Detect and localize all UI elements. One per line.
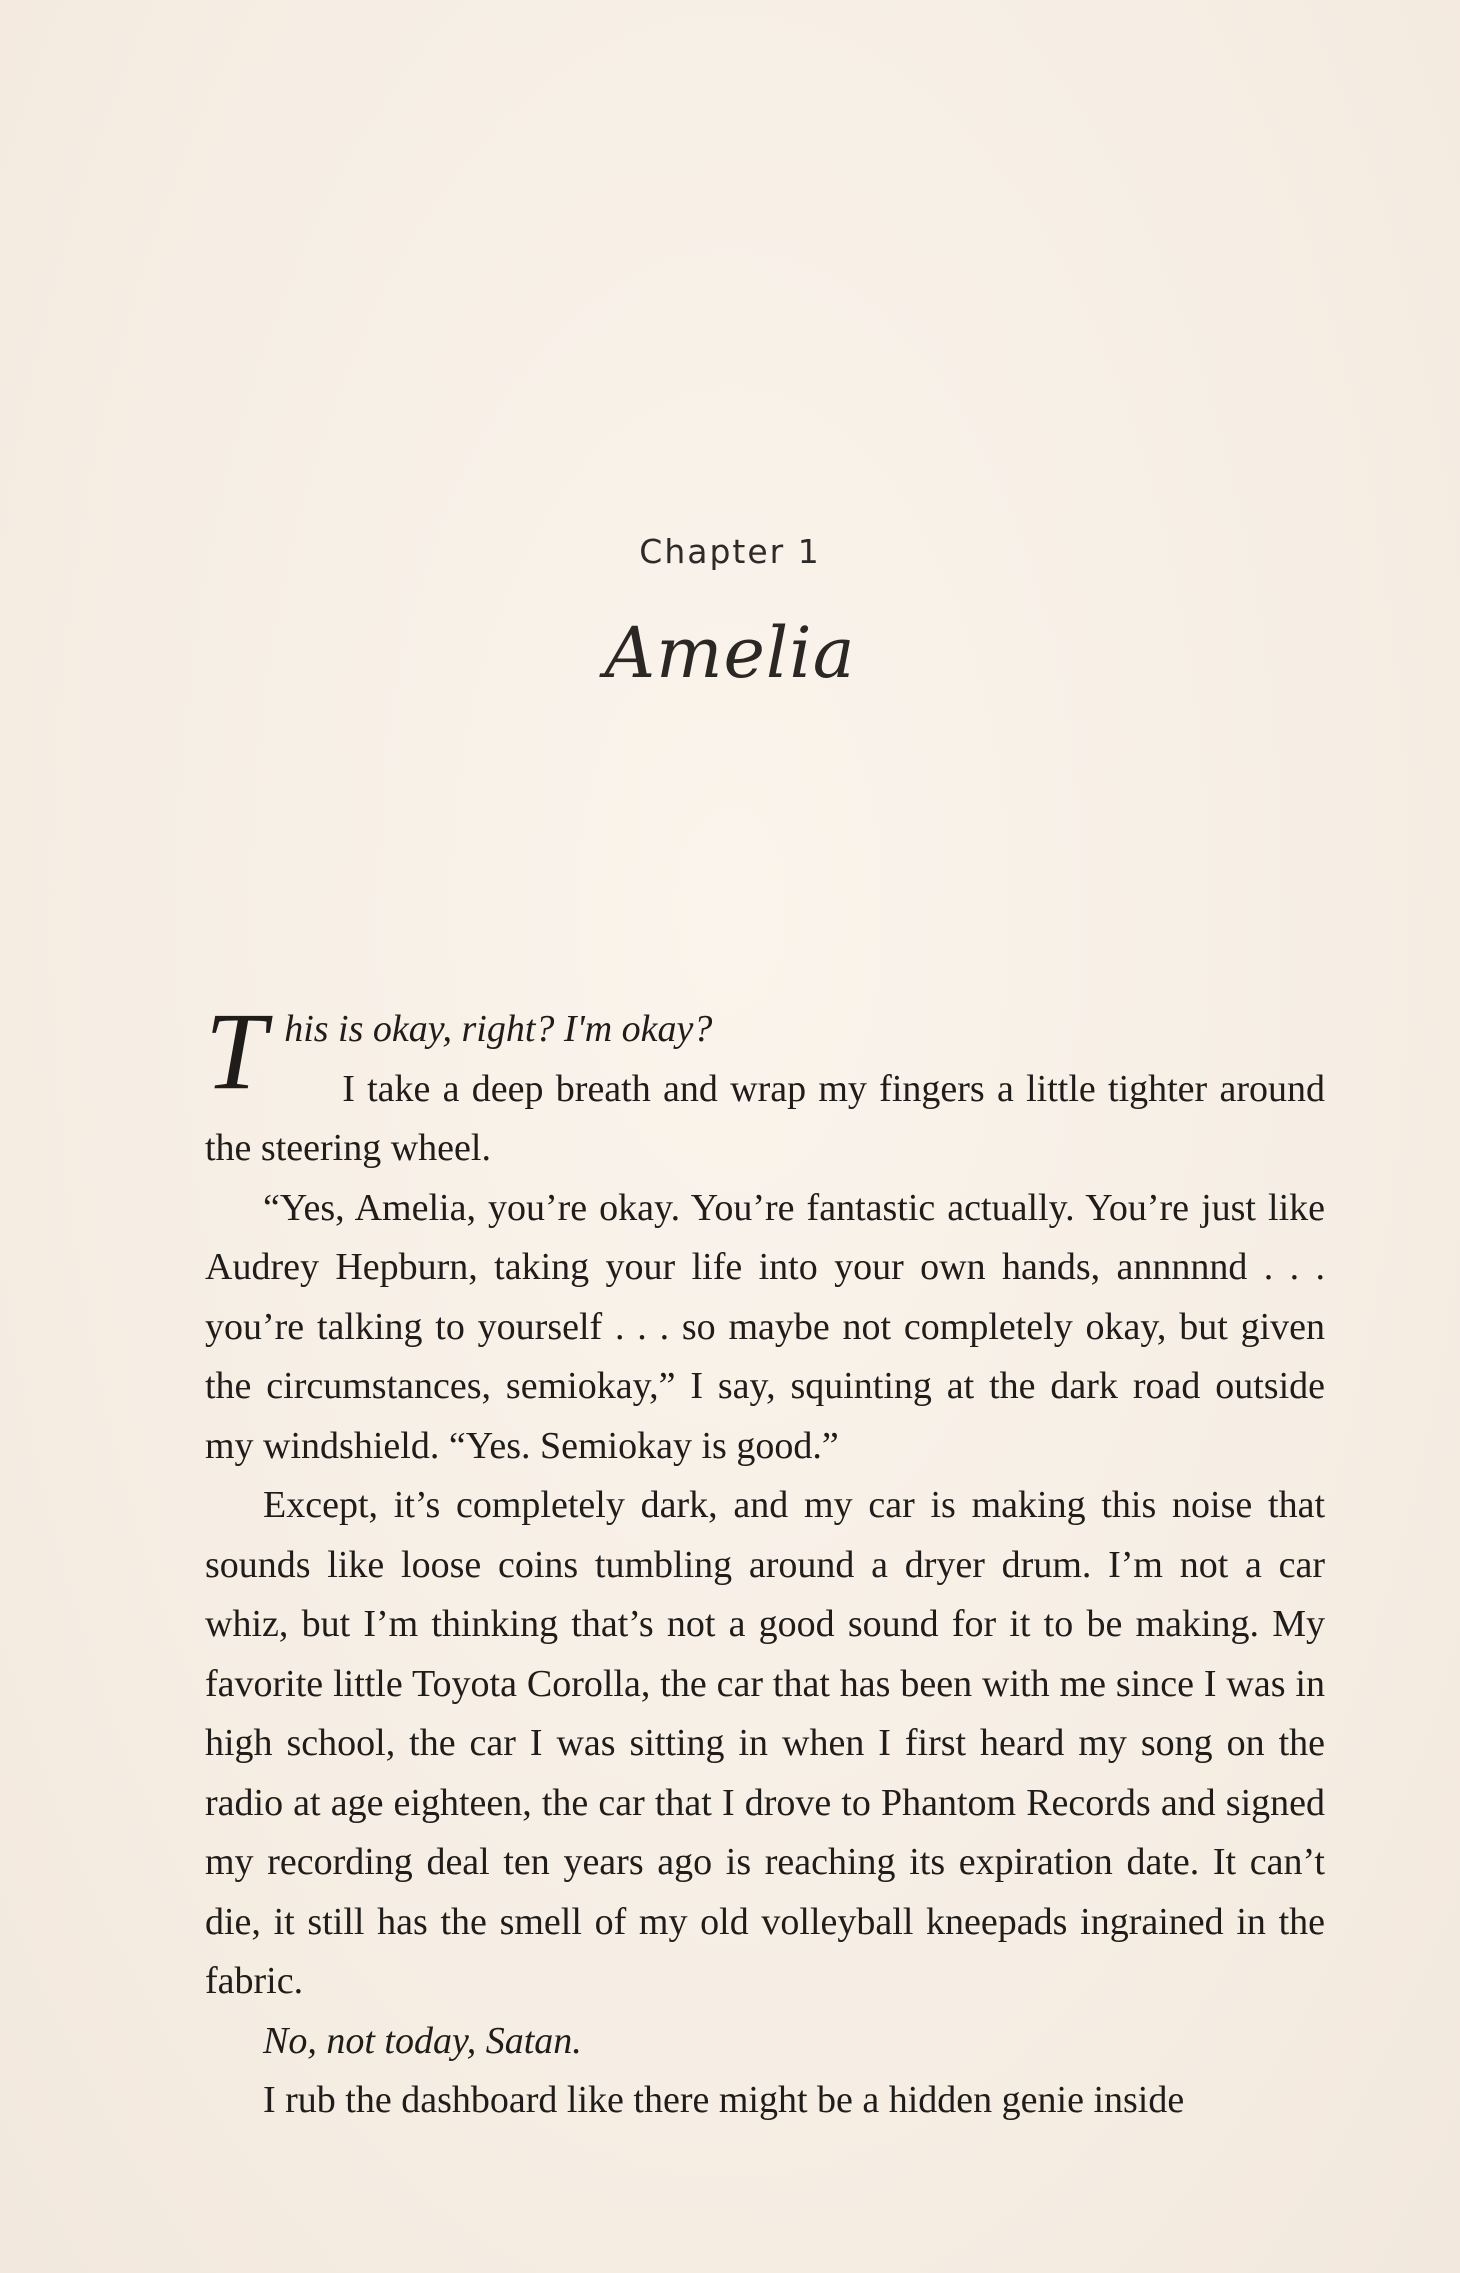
chapter-body: [205, 990, 1325, 2131]
paragraph-5: I rub the dashboard like there might be a hidden genie inside: [263, 2079, 1185, 2121]
opening-continuation-text: I take a deep breath and wrap my fingers a little tighter around the steering wheel.: [205, 1067, 1325, 1169]
drop-cap: T: [205, 990, 267, 1112]
opening-paragraph: [205, 990, 1325, 1179]
opening-line: his is okay, right? I'm okay?: [284, 1008, 713, 1050]
chapter-number: Chapter 1: [639, 532, 821, 571]
paragraph-2: “Yes, Amelia, you’re okay. You’re fantastic actually. You’re just like Audrey Hepburn, taking your life into your own hands, annnnnd . . . you’re talking to yourself . . . so maybe not completely okay, but given the circumstances, semiokay,” I say, squinting at the dark road outside my windshield. “Yes. Semiokay is good.”: [205, 1186, 1325, 1467]
opening-continuation: [205, 1060, 1325, 1179]
paragraph-4: No, not today, Satan.: [263, 2019, 582, 2062]
chapter-title: Amelia: [604, 612, 856, 694]
paragraph-3: Except, it’s completely dark, and my car is making this noise that sounds like loose coins tumbling around a dryer drum. I’m not a car whiz, but I’m thinking that’s not a good sound for it to be making. My favorite little Toyota Corolla, the car that has been with me since I was in high school, the car I was sitting in when I first heard my song on the radio at age eighteen, the car that I drove to Phantom Records and signed my recording deal ten years ago is reaching its expiration date. It can’t die, it still has the smell of my old volleyball kneepads ingrained in the fabric.: [205, 1484, 1325, 2002]
